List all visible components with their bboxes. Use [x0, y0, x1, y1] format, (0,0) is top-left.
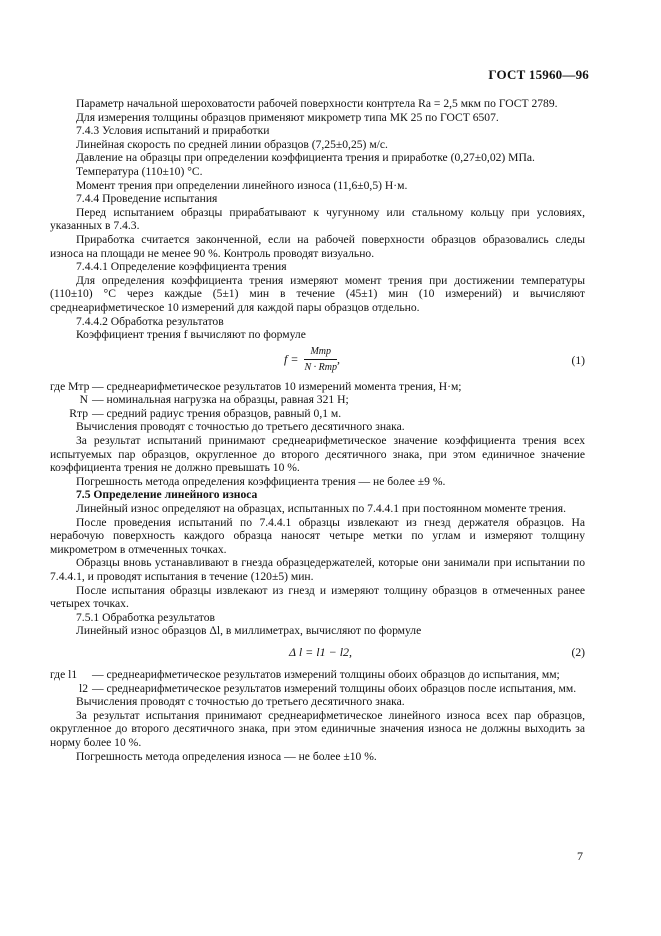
definition-row [50, 393, 585, 407]
paragraph: Параметр начальной шероховатости рабочей поверхности контртела Ra = 2,5 мкм по ГОСТ 2789. [76, 97, 558, 110]
paragraph: Момент трения при определении линейного износа (11,6±0,5) Н·м. [76, 178, 408, 192]
paragraph: За результат испытания принимают среднеарифметическое линейного износа всех пар образцов, округленное до второго десятичного знака, при этом единичные значения износа не должны выходить за норму более 10 %. [50, 708, 585, 749]
paragraph: Вычисления проводят с точностью до третьего десятичного знака. [76, 695, 405, 709]
section-heading: 7.4.4.1 Определение коэффициента трения [76, 260, 287, 274]
paragraph: Коэффициент трения f вычисляют по формуле [76, 328, 306, 342]
paragraph: Линейный износ образцов Δl, в миллиметрах, вычисляют по формуле [76, 624, 422, 638]
paragraph: Температура (110±10) °С. [76, 164, 203, 178]
definition-text: — среднеарифметическое результатов измерений толщины обоих образцов после испытания, мм. [92, 681, 577, 695]
formula-1-numerator: Mтр [304, 346, 337, 360]
definition-row [50, 668, 585, 682]
definition-row [50, 407, 585, 421]
formula-2 [50, 638, 585, 668]
formula-1-tail: , [337, 351, 340, 366]
definition-symbol: N [79, 393, 88, 407]
definition-symbol: Rтр [69, 406, 88, 420]
formula-1-denominator: N · Rтр [304, 361, 337, 373]
paragraph: После испытания образцы извлекают из гнезд и измеряют толщину образцов в отмеченных ранее четырех точках. [50, 583, 585, 611]
definition-text: — номинальная нагрузка на образцы, равная 321 Н; [92, 393, 349, 407]
paragraph: За результат испытаний принимают среднеарифметическое значение коэффициента трения всех испытуемых пар образцов, округленное до второго десятичного знака, при этом единичное значение коэффициента трения не должно превышать 10 %. [50, 434, 585, 475]
definition-symbol: где Mтр [50, 379, 90, 393]
definition-symbol: где l1 [50, 667, 78, 681]
section-heading: 7.4.4 Проведение испытания [76, 192, 218, 206]
paragraph: Образцы вновь устанавливают в гнезда образцедержателей, которые они занимали при испытании по 7.4.4.1, и проводят испытания в течение (120±5) мин. [50, 556, 585, 583]
document-body [50, 97, 585, 763]
formula-2-number: (2) [571, 645, 585, 659]
definition-row [50, 682, 585, 696]
section-heading: 7.4.4.2 Обработка результатов [76, 314, 224, 328]
formula-1-definitions [50, 380, 585, 421]
paragraph: Для определения коэффициента трения измеряют момент трения при достижении температуры (110±10) °С через каждые (5±1) мин в течение (45±1) мин (10 измерений) и вычисляют среднеарифметическое 10 измерений для каждой пары образцов отдельно. [50, 273, 585, 314]
paragraph: Перед испытанием образцы прирабатывают к чугунному или стальному кольцу при условиях, указанных в 7.4.3. [50, 205, 585, 233]
paragraph: Погрешность метода определения коэффициента трения — не более ±9 %. [76, 474, 446, 488]
document-header: ГОСТ 15960—96 [488, 67, 589, 82]
formula-1-number: (1) [571, 353, 585, 367]
formula-2-expression: Δ l = l1 − l2, [289, 644, 353, 659]
page-number: 7 [577, 849, 583, 863]
paragraph: После проведения испытаний по 7.4.4.1 образцы извлекают из гнезд держателя образцов. На нерабочую поверхность каждого образца наносят четыре метки по углам и измеряют толщину микрометром в отмеченных точках. [50, 515, 585, 556]
section-heading: 7.5 Определение линейного износа [76, 488, 258, 502]
formula-1-lhs: f = [284, 351, 299, 366]
paragraph: Для измерения толщины образцов применяют микрометр типа МК 25 по ГОСТ 6507. [76, 110, 499, 124]
formula-2-definitions [50, 668, 585, 695]
paragraph: Вычисления проводят с точностью до третьего десятичного знака. [76, 420, 405, 434]
section-heading: 7.4.3 Условия испытаний и приработки [76, 124, 270, 138]
paragraph: Приработка считается законченной, если на рабочей поверхности образцов образовались следы износа на площади не менее 90 %. Контроль проводят визуально. [50, 232, 585, 260]
definition-text: — среднеарифметическое результатов 10 измерений момента трения, Н·м; [92, 379, 462, 393]
section-heading: 7.5.1 Обработка результатов [76, 610, 215, 624]
definition-symbol: l2 [78, 681, 88, 695]
paragraph: Линейная скорость по средней линии образцов (7,25±0,25) м/с. [76, 137, 388, 151]
definition-text: — среднеарифметическое результатов измерений толщины обоих образцов до испытания, мм; [92, 667, 560, 681]
definition-row [50, 380, 585, 394]
paragraph: Давление на образцы при определении коэффициента трения и приработке (0,27±0,02) МПа. [76, 151, 535, 165]
definition-text: — средний радиус трения образцов, равный 0,1 м. [92, 406, 342, 420]
paragraph: Линейный износ определяют на образцах, испытанных по 7.4.4.1 при постоянном моменте трения. [76, 502, 567, 516]
formula-1 [50, 342, 585, 380]
paragraph: Погрешность метода определения износа — не более ±10 %. [76, 749, 377, 763]
